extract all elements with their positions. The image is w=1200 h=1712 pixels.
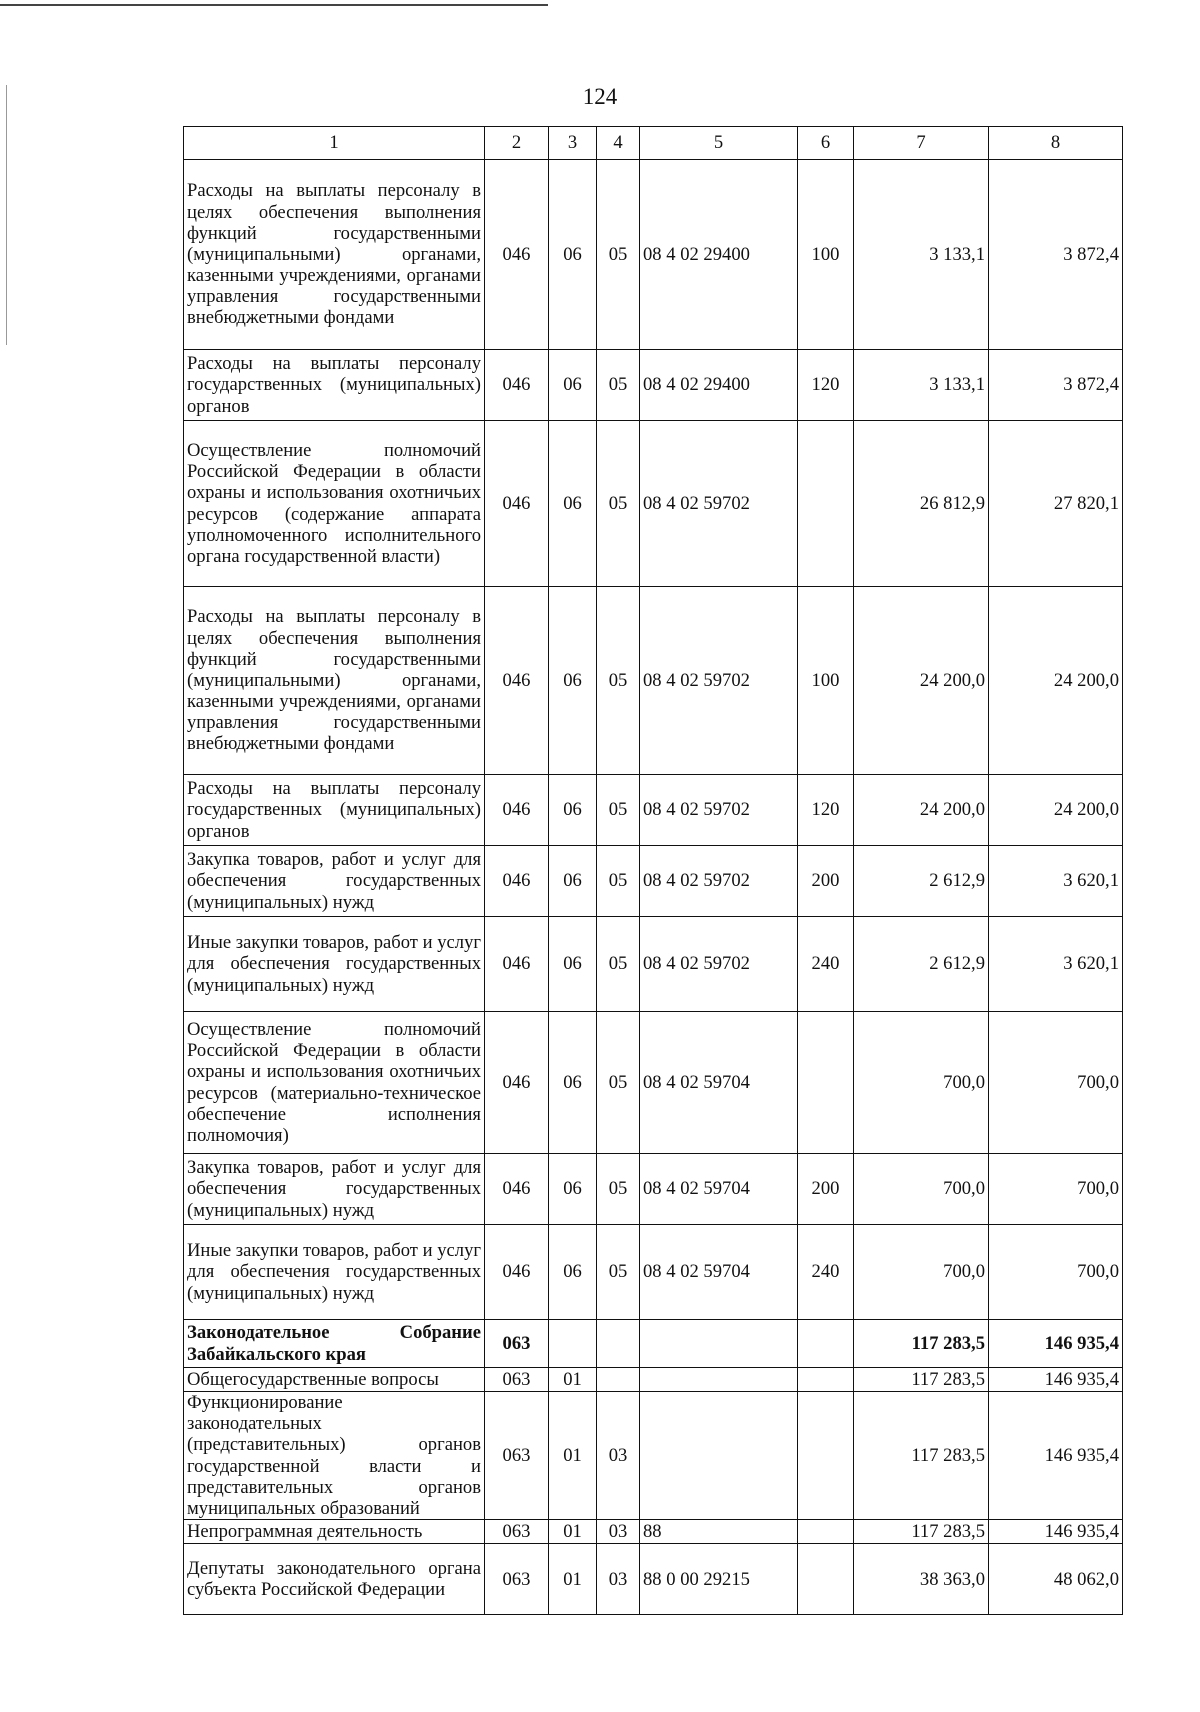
amount-col8: 146 935,4 (989, 1520, 1123, 1544)
ministry-code: 063 (485, 1544, 549, 1615)
amount-col7: 700,0 (854, 1012, 989, 1154)
column-header: 2 (485, 127, 549, 160)
amount-col8: 3 620,1 (989, 846, 1123, 917)
section-code: 06 (549, 1225, 597, 1320)
expense-description: Функционирование законодательных (представительных) органов государственной власти и представительных органов муниципальных образований (184, 1392, 485, 1520)
amount-col8: 146 935,4 (989, 1320, 1123, 1368)
expense-description: Закупка товаров, работ и услуг для обеспечения государственных (муниципальных) нужд (184, 846, 485, 917)
subsection-code: 05 (597, 1225, 640, 1320)
expense-description: Расходы на выплаты персоналу государственных (муниципальных) органов (184, 775, 485, 846)
table-row (184, 917, 1123, 1012)
target-article-code: 08 4 02 59704 (640, 1225, 798, 1320)
amount-col8: 700,0 (989, 1154, 1123, 1225)
ministry-code: 046 (485, 160, 549, 350)
section-code: 06 (549, 350, 597, 421)
subsection-code: 05 (597, 917, 640, 1012)
header-row (184, 127, 1123, 160)
amount-col8: 146 935,4 (989, 1368, 1123, 1392)
budget-table (183, 126, 1123, 1615)
amount-col7: 24 200,0 (854, 587, 989, 775)
target-article-code (640, 1368, 798, 1392)
section-code: 06 (549, 775, 597, 846)
expense-type-code (798, 1520, 854, 1544)
expense-description: Иные закупки товаров, работ и услуг для обеспечения государственных (муниципальных) нужд (184, 917, 485, 1012)
subsection-code: 05 (597, 775, 640, 846)
table-row-section-total (184, 1320, 1123, 1368)
ministry-code: 046 (485, 1154, 549, 1225)
expense-description: Осуществление полномочий Российской Федерации в области охраны и использования охотничьих ресурсов (содержание аппарата уполномоченного исполнительного органа государственной власти) (184, 421, 485, 587)
table-row (184, 1544, 1123, 1615)
expense-type-code: 240 (798, 917, 854, 1012)
ministry-code: 046 (485, 421, 549, 587)
amount-col8: 27 820,1 (989, 421, 1123, 587)
subsection-code: 05 (597, 421, 640, 587)
column-header: 1 (184, 127, 485, 160)
expense-type-code: 120 (798, 775, 854, 846)
table-row (184, 1520, 1123, 1544)
expense-description: Непрограммная деятельность (184, 1520, 485, 1544)
subsection-code: 03 (597, 1392, 640, 1520)
table-row (184, 160, 1123, 350)
amount-col7: 2 612,9 (854, 846, 989, 917)
amount-col8: 3 872,4 (989, 160, 1123, 350)
expense-type-code (798, 1544, 854, 1615)
section-code: 06 (549, 160, 597, 350)
amount-col8: 24 200,0 (989, 775, 1123, 846)
column-header: 6 (798, 127, 854, 160)
section-code: 06 (549, 1012, 597, 1154)
amount-col8: 3 620,1 (989, 917, 1123, 1012)
ministry-code: 046 (485, 917, 549, 1012)
table-row (184, 1154, 1123, 1225)
amount-col8: 48 062,0 (989, 1544, 1123, 1615)
expense-type-code: 100 (798, 587, 854, 775)
ministry-code: 046 (485, 1012, 549, 1154)
top-rule (0, 4, 548, 6)
amount-col7: 26 812,9 (854, 421, 989, 587)
expense-type-code (798, 1392, 854, 1520)
section-code: 01 (549, 1544, 597, 1615)
table-row (184, 587, 1123, 775)
amount-col8: 24 200,0 (989, 587, 1123, 775)
target-article-code: 08 4 02 59704 (640, 1154, 798, 1225)
subsection-code (597, 1368, 640, 1392)
amount-col8: 3 872,4 (989, 350, 1123, 421)
table-row (184, 1225, 1123, 1320)
target-article-code: 88 (640, 1520, 798, 1544)
amount-col7: 117 283,5 (854, 1320, 989, 1368)
subsection-code (597, 1320, 640, 1368)
amount-col7: 3 133,1 (854, 160, 989, 350)
subsection-code: 05 (597, 587, 640, 775)
target-article-code: 08 4 02 59702 (640, 846, 798, 917)
expense-description: Расходы на выплаты персоналу в целях обеспечения выполнения функций государственными (муниципальными) органами, казенными учреждениями, органами управления государственными внебюджетными фондами (184, 587, 485, 775)
target-article-code: 08 4 02 59702 (640, 587, 798, 775)
amount-col7: 117 283,5 (854, 1368, 989, 1392)
amount-col7: 3 133,1 (854, 350, 989, 421)
ministry-code: 046 (485, 1225, 549, 1320)
target-article-code (640, 1320, 798, 1368)
amount-col8: 146 935,4 (989, 1392, 1123, 1520)
section-code: 06 (549, 587, 597, 775)
expense-description: Расходы на выплаты персоналу государственных (муниципальных) органов (184, 350, 485, 421)
column-header: 5 (640, 127, 798, 160)
target-article-code (640, 1392, 798, 1520)
subsection-code: 05 (597, 846, 640, 917)
expense-type-code (798, 1012, 854, 1154)
column-header: 4 (597, 127, 640, 160)
amount-col7: 38 363,0 (854, 1544, 989, 1615)
column-header: 8 (989, 127, 1123, 160)
section-code: 01 (549, 1520, 597, 1544)
ministry-code: 063 (485, 1520, 549, 1544)
table-row (184, 421, 1123, 587)
expense-description: Законодательное Собрание Забайкальского края (184, 1320, 485, 1368)
expense-type-code (798, 1368, 854, 1392)
subsection-code: 05 (597, 1154, 640, 1225)
amount-col7: 700,0 (854, 1154, 989, 1225)
ministry-code: 046 (485, 350, 549, 421)
expense-type-code (798, 421, 854, 587)
expense-description: Общегосударственные вопросы (184, 1368, 485, 1392)
section-code: 06 (549, 917, 597, 1012)
column-header: 3 (549, 127, 597, 160)
expense-type-code: 240 (798, 1225, 854, 1320)
expense-type-code: 200 (798, 846, 854, 917)
expense-description: Расходы на выплаты персоналу в целях обеспечения выполнения функций государственными (муниципальными) органами, казенными учреждениями, органами управления государственными внебюджетными фондами (184, 160, 485, 350)
expense-type-code: 200 (798, 1154, 854, 1225)
target-article-code: 08 4 02 59702 (640, 775, 798, 846)
target-article-code: 08 4 02 29400 (640, 350, 798, 421)
amount-col7: 700,0 (854, 1225, 989, 1320)
subsection-code: 03 (597, 1544, 640, 1615)
subsection-code: 05 (597, 160, 640, 350)
subsection-code: 05 (597, 350, 640, 421)
table-row (184, 1368, 1123, 1392)
expense-description: Депутаты законодательного органа субъекта Российской Федерации (184, 1544, 485, 1615)
target-article-code: 88 0 00 29215 (640, 1544, 798, 1615)
subsection-code: 03 (597, 1520, 640, 1544)
target-article-code: 08 4 02 59702 (640, 421, 798, 587)
section-code (549, 1320, 597, 1368)
ministry-code: 063 (485, 1368, 549, 1392)
amount-col7: 24 200,0 (854, 775, 989, 846)
subsection-code: 05 (597, 1012, 640, 1154)
expense-description: Осуществление полномочий Российской Федерации в области охраны и использования охотничьих ресурсов (материально-техническое обеспечение исполнения полномочия) (184, 1012, 485, 1154)
ministry-code: 046 (485, 587, 549, 775)
expense-description: Иные закупки товаров, работ и услуг для обеспечения государственных (муниципальных) нужд (184, 1225, 485, 1320)
amount-col7: 117 283,5 (854, 1392, 989, 1520)
ministry-code: 046 (485, 775, 549, 846)
table-row (184, 350, 1123, 421)
amount-col7: 117 283,5 (854, 1520, 989, 1544)
table-row (184, 1012, 1123, 1154)
ministry-code: 046 (485, 846, 549, 917)
ministry-code: 063 (485, 1320, 549, 1368)
target-article-code: 08 4 02 59702 (640, 917, 798, 1012)
section-code: 06 (549, 1154, 597, 1225)
section-code: 06 (549, 846, 597, 917)
ministry-code: 063 (485, 1392, 549, 1520)
expense-description: Закупка товаров, работ и услуг для обеспечения государственных (муниципальных) нужд (184, 1154, 485, 1225)
table-row (184, 846, 1123, 917)
section-code: 01 (549, 1368, 597, 1392)
table-row (184, 775, 1123, 846)
page-number: 124 (582, 84, 618, 109)
expense-type-code (798, 1320, 854, 1368)
expense-type-code: 120 (798, 350, 854, 421)
column-header: 7 (854, 127, 989, 160)
section-code: 06 (549, 421, 597, 587)
amount-col8: 700,0 (989, 1225, 1123, 1320)
margin-mark (6, 85, 7, 345)
target-article-code: 08 4 02 29400 (640, 160, 798, 350)
target-article-code: 08 4 02 59704 (640, 1012, 798, 1154)
amount-col7: 2 612,9 (854, 917, 989, 1012)
section-code: 01 (549, 1392, 597, 1520)
expense-type-code: 100 (798, 160, 854, 350)
table-row (184, 1392, 1123, 1520)
amount-col8: 700,0 (989, 1012, 1123, 1154)
